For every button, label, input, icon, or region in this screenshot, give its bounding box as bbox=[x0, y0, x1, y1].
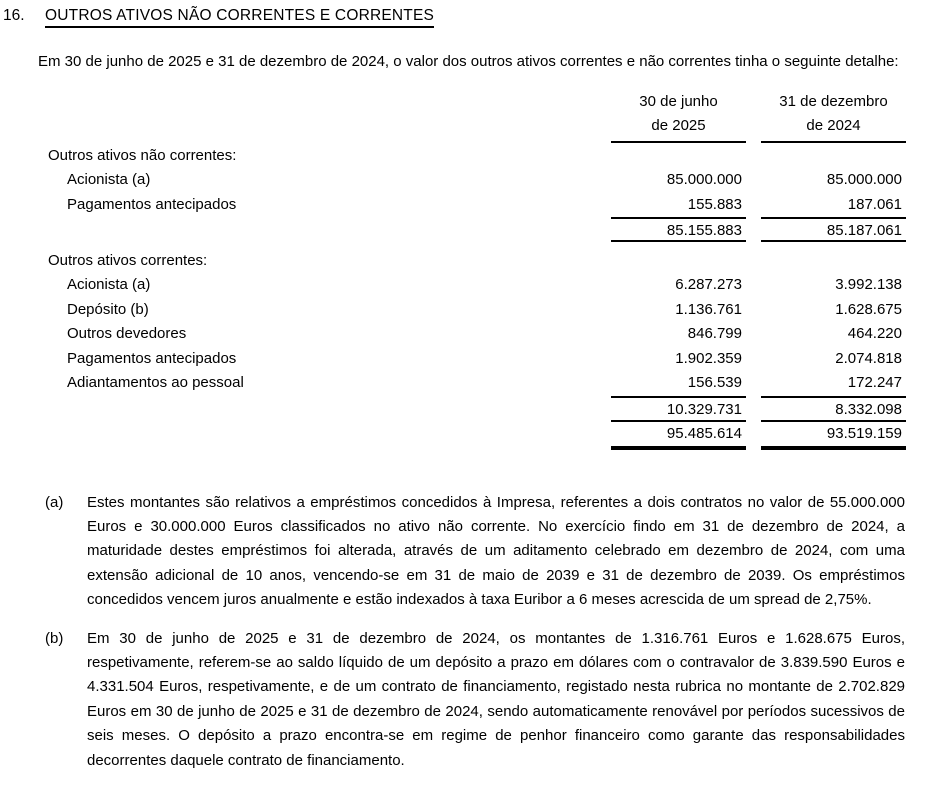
row-label: Outros devedores bbox=[67, 325, 187, 342]
subtotal-value-2025: 85.155.883 bbox=[611, 217, 746, 242]
row-value-2025: 1.902.359 bbox=[675, 349, 742, 367]
section-current-title: Outros ativos correntes: bbox=[48, 249, 207, 274]
subtotal-non-current-row bbox=[48, 217, 906, 242]
table-row bbox=[48, 347, 906, 372]
total-value-2025: 95.485.614 bbox=[611, 420, 746, 445]
row-value-2024: 464.220 bbox=[847, 325, 902, 342]
other-assets-table bbox=[48, 90, 906, 455]
column-header-2025-line1: 30 de junho bbox=[639, 92, 718, 110]
row-value-2024: 3.992.138 bbox=[835, 276, 902, 293]
column-header-2025 bbox=[611, 90, 746, 143]
table-row bbox=[48, 273, 906, 298]
row-value-2024: 2.074.818 bbox=[835, 349, 902, 367]
subtotal-value-2024: 85.187.061 bbox=[761, 217, 906, 242]
row-value-2024: 172.247 bbox=[847, 374, 902, 391]
note-title: OUTROS ATIVOS NÃO CORRENTES E CORRENTES bbox=[45, 7, 434, 28]
total-value-2024: 93.519.159 bbox=[761, 420, 906, 445]
footnote-b bbox=[45, 627, 905, 773]
row-value-2024: 85.000.000 bbox=[826, 171, 902, 188]
double-rule-row bbox=[48, 446, 906, 455]
double-rule-2025 bbox=[611, 446, 746, 450]
double-rule-2024 bbox=[761, 446, 906, 450]
row-label: Acionista (a) bbox=[67, 171, 151, 188]
footnote-a bbox=[45, 491, 905, 613]
subtotal-value-2024: 8.332.098 bbox=[761, 396, 906, 421]
row-value-2025: 846.799 bbox=[687, 325, 742, 342]
row-label: Pagamentos antecipados bbox=[67, 349, 237, 367]
row-label: Depósito (b) bbox=[67, 300, 149, 318]
footnotes bbox=[45, 491, 905, 773]
note-number: 16. bbox=[3, 7, 25, 24]
note-heading bbox=[0, 7, 938, 28]
row-value-2025: 156.539 bbox=[687, 374, 742, 391]
row-value-2025: 6.287.273 bbox=[675, 276, 742, 293]
table-row bbox=[48, 371, 906, 396]
row-label: Acionista (a) bbox=[67, 276, 151, 293]
footnote-b-label: (b) bbox=[45, 629, 64, 647]
row-value-2025: 85.000.000 bbox=[666, 171, 742, 188]
table-row bbox=[48, 298, 906, 323]
column-header-2025-line2: de 2025 bbox=[651, 116, 706, 134]
column-header-2024-line1: 31 de dezembro bbox=[779, 92, 888, 110]
subtotal-value-2025: 10.329.731 bbox=[611, 396, 746, 421]
column-header-2024 bbox=[761, 90, 906, 143]
row-value-2024: 1.628.675 bbox=[835, 300, 902, 318]
row-value-2024: 187.061 bbox=[847, 195, 902, 213]
table-row bbox=[48, 322, 906, 347]
row-label: Pagamentos antecipados bbox=[67, 195, 237, 213]
row-value-2025: 155.883 bbox=[687, 195, 742, 213]
subtotal-current-row bbox=[48, 396, 906, 421]
grand-total-row bbox=[48, 420, 906, 445]
table-row bbox=[48, 193, 906, 218]
table-row bbox=[48, 168, 906, 193]
section-non-current bbox=[48, 144, 906, 169]
row-label: Adiantamentos ao pessoal bbox=[67, 374, 244, 391]
footnote-b-text: Em 30 de junho de 2025 e 31 de dezembro de 2024, os montantes de 1.316.761 Euros e 1.628.675 Euros, respetivamente, referem-se ao saldo líquido de um depósito a prazo em dólares com o contravalor de 3.839.590 Euros e 4.331.504 Euros, respetivamente, e de um contrato de financiamento, registado nesta rubrica no montante de 2.702.829 Euros em 30 de junho de 2025 e 31 de dezembro de 2024, sendo automaticamente renovável por períodos sucessivos de seis meses. O depósito a prazo encontra-se em regime de penhor financeiro como garante das responsabilidades decorrentes daquele contrato de financiamento. bbox=[87, 629, 905, 769]
footnote-a-label: (a) bbox=[45, 493, 64, 511]
footnote-a-text: Estes montantes são relativos a empréstimos concedidos à Impresa, referentes a dois contratos no valor de 55.000.000 Euros e 30.000.000 Euros classificados no ativo não corrente. No exercício findo em 31 de dezembro de 2024, a maturidade destes empréstimos foi alterada, através de um aditamento celebrado em dezembro de 2024, com uma extensão adicional de 10 anos, vencendo-se em 31 de maio de 2039 e 31 de dezembro de 2039. Os empréstimos concedidos vencem juros anualmente e estão indexados à taxa Euribor a 6 meses acrescida de um spread de 2,75%. bbox=[87, 493, 905, 609]
column-header-2024-line2: de 2024 bbox=[806, 116, 861, 134]
section-non-current-title: Outros ativos não correntes: bbox=[48, 144, 236, 169]
section-current bbox=[48, 249, 906, 274]
row-value-2025: 1.136.761 bbox=[675, 300, 742, 318]
intro-paragraph: Em 30 de junho de 2025 e 31 de dezembro de 2024, o valor dos outros ativos correntes e não correntes tinha o seguinte detalhe: bbox=[38, 53, 899, 70]
table-header-row bbox=[48, 90, 906, 143]
